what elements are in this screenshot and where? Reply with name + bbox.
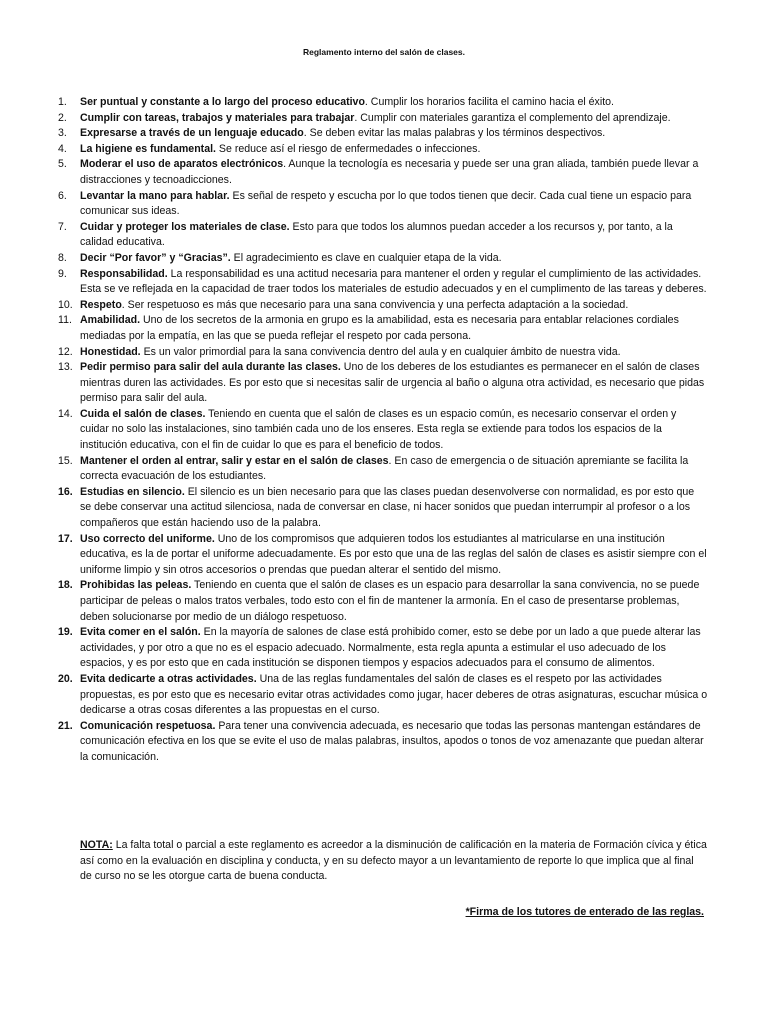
rule-number: 17. (58, 532, 73, 545)
note-label: NOTA: (80, 839, 113, 851)
rule-text (80, 625, 708, 672)
rule-item (58, 719, 708, 766)
rule-text (80, 189, 708, 220)
rule-heading: Cuidar y proteger los materiales de clase. (80, 220, 290, 233)
document-title: Reglamento interno del salón de clases. (302, 47, 466, 57)
rule-item (58, 111, 708, 127)
rule-heading: Uso correcto del uniforme. (80, 532, 215, 545)
rule-description: . En caso de emergencia o de situación apremiante se facilita la correcta evacuación de los estudiantes. (80, 454, 689, 483)
rule-text (80, 407, 708, 454)
rule-text (80, 532, 708, 579)
rule-item (58, 485, 708, 532)
rule-item (58, 313, 708, 344)
rule-description: Es un valor primordial para la sana convivencia dentro del aula y en cualquier ámbito de nuestra vida. (140, 345, 621, 358)
rule-description: Uno de los deberes de los estudiantes es permanecer en el salón de clases mientras duren las actividades. Es por esto que si necesitas salir de urgencia al baño o alguna otra actividad, es necesario que pidas permiso para salir del aula. (80, 361, 705, 405)
rule-heading: Evita comer en el salón. (80, 626, 201, 639)
rule-number: 14. (58, 407, 73, 420)
rule-item (58, 578, 708, 625)
rule-number: 19. (58, 626, 73, 639)
rule-number: 9. (58, 267, 67, 280)
rule-text (80, 126, 708, 142)
rule-item (58, 360, 708, 407)
rule-text (80, 719, 708, 766)
rule-text (80, 345, 708, 361)
rule-item (58, 407, 708, 454)
rule-heading: Ser puntual y constante a lo largo del proceso educativo (80, 96, 365, 108)
rule-heading: Evita dedicarte a otras actividades. (80, 672, 257, 685)
rule-item (58, 220, 708, 251)
rule-description: Es señal de respeto y escucha por lo que todos tienen que decir. Cada cual tiene un espacio para comunicar sus ideas. (80, 189, 692, 218)
rule-number: 10. (58, 298, 73, 311)
rule-description: Esto para que todos los alumnos puedan acceder a los recursos y, por tanto, a la calidad educativa. (80, 220, 673, 249)
rule-description: Una de las reglas fundamentales del salón de clases es el respeto por las actividades propuestas, es por esto que es necesario evitar otras actividades como jugar, hacer deberes de otras asignaturas, escuchar música o dedicarse a otras cosas diferentes a las propuestas en el curso. (80, 672, 708, 717)
rule-number: 3. (58, 127, 67, 140)
rule-number: 8. (58, 251, 67, 264)
rule-number: 13. (58, 361, 73, 374)
rule-heading: Estudias en silencio. (80, 485, 185, 498)
rule-heading: Pedir permiso para salir del aula durante las clases. (80, 361, 341, 374)
rules-list (58, 95, 708, 766)
signature-line: *Firma de los tutores de enterado de las reglas. (465, 906, 704, 918)
note-text: La falta total o parcial a este reglamento es acreedor a la disminución de calificación en la materia de Formación cívica y ética así como en la evaluación en disciplina y conducta, y en su defecto mayor a un levantamiento de reporte lo que implica que al final de curso no se les otorgue carta de buena conducta. (80, 839, 707, 883)
rule-heading: Mantener el orden al entrar, salir y estar en el salón de clases (80, 454, 389, 467)
rule-text (80, 157, 708, 188)
rule-heading: La higiene es fundamental. (80, 142, 216, 155)
rule-item (58, 142, 708, 158)
rule-description: . Cumplir con materiales garantiza el complemento del aprendizaje. (354, 111, 671, 124)
rule-description: Teniendo en cuenta que el salón de clases es un espacio común, es necesario conservar el orden y cuidar no solo las instalaciones, sino también cada uno de los enseres. Esta regla se extiende para todos los espacios de la institución educativa, con el fin de cuidar lo que es para el beneficio de todos. (80, 407, 677, 452)
rule-description: Uno de los secretos de la armonia en grupo es la amabilidad, esta es necesaria para entablar relaciones cordiales mediadas por la empatía, en las que se pueda reflejar el respeto por cada persona. (80, 314, 679, 342)
rule-item (58, 267, 708, 298)
rule-heading: Decir “Por favor” y “Gracias”. (80, 251, 231, 264)
rule-description: Para tener una convivencia adecuada, es necesario que todas las personas mantengan estándares de comunicación efectiva en los que se evite el uso de malas palabras, insultos, apodos o tonos de voz amenazante que puedan alterar la comunicación. (80, 719, 704, 763)
rule-description: . Aunque la tecnología es necesaria y puede ser una gran aliada, también puede llevar a distracciones y tecnoadicciones. (80, 158, 699, 186)
rule-text (80, 485, 708, 532)
rule-text (80, 267, 708, 298)
rule-heading: Honestidad. (80, 345, 141, 358)
rule-number: 11. (58, 314, 72, 327)
rule-description: Se reduce así el riesgo de enfermedades o infecciones. (215, 142, 481, 155)
rule-heading: Comunicación respetuosa. (80, 719, 216, 732)
rule-number: 6. (58, 189, 67, 202)
rule-number: 20. (58, 672, 73, 685)
rule-heading: Amabilidad. (80, 314, 141, 327)
rule-number: 7. (58, 220, 67, 233)
rule-number: 15. (58, 454, 73, 467)
rule-number: 18. (58, 579, 73, 592)
rule-text (80, 142, 708, 158)
rule-description: Teniendo en cuenta que el salón de clases es un espacio para desarrollar la sana convivencia, no se puede participar de peleas o malos tratos verbales, todo esto con el fin de mantener la armonía. En el caso de presentarse problemas, deben solucionarse por medio de un diálogo respetuoso. (80, 579, 700, 623)
rule-item (58, 126, 708, 142)
rule-heading: Cumplir con tareas, trabajos y materiales para trabajar (80, 111, 355, 124)
rule-item (58, 532, 708, 579)
rule-heading: Respeto (80, 298, 122, 311)
rule-heading: Levantar la mano para hablar. (80, 189, 230, 202)
rule-number: 1. (58, 96, 67, 108)
rule-item (58, 672, 708, 719)
rule-number: 16. (58, 485, 73, 498)
rule-number: 4. (58, 142, 67, 155)
rule-description: . Se deben evitar las malas palabras y los términos despectivos. (303, 127, 606, 140)
rule-number: 12. (58, 345, 73, 358)
rule-text (80, 672, 708, 719)
rule-number: 21. (58, 719, 73, 732)
rule-text (80, 251, 708, 267)
rule-item (58, 157, 708, 188)
rule-text (80, 313, 708, 344)
rule-description: El agradecimiento es clave en cualquier etapa de la vida. (230, 251, 502, 264)
rule-description: El silencio es un bien necesario para que las clases puedan desenvolverse con normalidad, es por esto que se debe conservar una actitud silenciosa, nada de conversar en clase, ni hacer sonidos que puedan interrumpir al profesor o a los compañeros que están haciendo uso de la palabra. (80, 485, 695, 530)
rule-description: En la mayoría de salones de clase está prohibido comer, esto se debe por un lado a que puede alterar las actividades, y por otro a que no es el espacio adecuado. Normalmente, esta regla apunta a estimular el uso adecuado de los espacios, y es por esto que en cada institución se disponen tiempos y espacios adecuados para el consumo de alimentos. (80, 626, 701, 670)
rule-text (80, 111, 708, 127)
rule-item (58, 625, 708, 672)
rule-item (58, 251, 708, 267)
rule-number: 2. (58, 111, 67, 124)
rule-heading: Moderar el uso de aparatos electrónicos (80, 158, 284, 171)
rule-text (80, 454, 708, 485)
rule-item (58, 298, 708, 314)
rule-heading: Prohibidas las peleas. (80, 579, 192, 592)
rule-number: 5. (58, 158, 67, 171)
rule-description: . Cumplir los horarios facilita el camino hacia el éxito. (364, 96, 614, 108)
rule-text (80, 298, 708, 314)
rule-description: La responsabilidad es una actitud necesaria para mantener el orden y regular el cumplimiento de las actividades. Esta se ve reflejada en la capacidad de traer todos los materiales de estudio adecuados y en el cumplimento de las tareas y deberes. (80, 267, 707, 296)
rule-heading: Cuida el salón de clases. (80, 407, 206, 420)
rule-text (80, 95, 708, 111)
note-paragraph (80, 838, 708, 885)
rule-text (80, 220, 708, 251)
rule-heading: Expresarse a través de un lenguaje educado (80, 127, 304, 140)
rule-item (58, 345, 708, 361)
rule-item (58, 95, 708, 111)
rule-text (80, 360, 708, 407)
rule-description: Uno de los compromisos que adquieren todos los estudiantes al matricularse en una institución educativa, es la de portar el uniforme adecuadamente. Es por esto que una de las reglas del salón de clases es asistir siempre con el uniforme limpio y sin otros accesorios o prendas que puedan alterar el sentido del mismo. (80, 532, 707, 576)
rule-item (58, 454, 708, 485)
rule-heading: Responsabilidad. (80, 267, 168, 280)
rule-text (80, 578, 708, 625)
rule-item (58, 189, 708, 220)
rule-description: . Ser respetuoso es más que necesario para una sana convivencia y una perfecta adaptación a la sociedad. (121, 298, 629, 311)
